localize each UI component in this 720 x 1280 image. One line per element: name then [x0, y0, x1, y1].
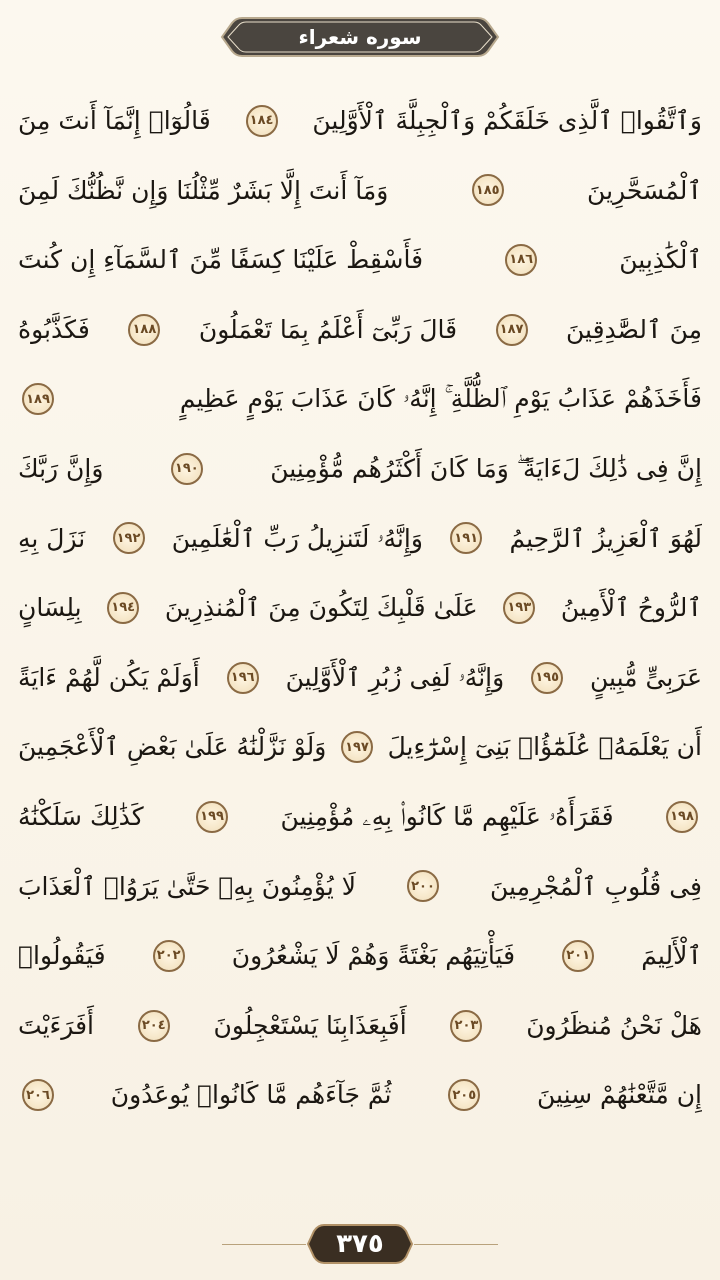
verse-text: فَقَرَأَهُۥ عَلَيْهِم مَّا كَانُوا۟ بِهِۦ مُؤْمِنِينَ — [280, 801, 614, 831]
ayah-number-marker: ١٩٥ — [531, 662, 563, 694]
ayah-number-marker: ١٨٦ — [505, 244, 537, 276]
verse-text: وَإِنَّهُۥ لَتَنزِيلُ رَبِّ ٱلْعَٰلَمِينَ — [171, 523, 423, 553]
footer-rule-right — [414, 1244, 498, 1245]
verse-text: إِن مَّتَّعْنَٰهُمْ سِنِينَ — [537, 1080, 702, 1110]
verse-text: ٱلْكَٰذِبِينَ — [619, 245, 702, 275]
ayah-number-marker: ٢٠٢ — [153, 940, 185, 972]
verse-text: وَمَآ أَنتَ إِلَّا بَشَرٌ مِّثْلُنَا وَإِن نَّظُنُّكَ لَمِنَ — [18, 175, 389, 205]
verse-text: لَهُوَ ٱلْعَزِيزُ ٱلرَّحِيمُ — [509, 523, 702, 553]
surah-title: سوره شعراء — [298, 25, 422, 49]
verse-line — [18, 1060, 702, 1130]
verse-line — [18, 921, 702, 991]
verse-line — [18, 434, 702, 504]
ayah-number-marker: ٢٠٠ — [407, 870, 439, 902]
verse-text: ثُمَّ جَآءَهُم مَّا كَانُوا۟ يُوعَدُونَ — [110, 1080, 392, 1110]
footer-rule-left — [222, 1244, 306, 1245]
ayah-number-marker: ١٩١ — [450, 522, 482, 554]
verse-text: فَكَذَّبُوهُ — [18, 314, 90, 344]
verse-text: وَإِنَّهُۥ لَفِى زُبُرِ ٱلْأَوَّلِينَ — [285, 662, 505, 692]
verse-text: عَرَبِىٍّ مُّبِينٍ — [590, 662, 702, 692]
verse-text: إِنَّ فِى ذَٰلِكَ لَءَايَةً ۖ وَمَا كَانَ أَكْثَرُهُم مُّؤْمِنِينَ — [270, 453, 702, 483]
verse-line — [18, 295, 702, 365]
ayah-number-marker: ١٨٨ — [128, 314, 160, 346]
verse-text: وَٱتَّقُوا۟ ٱلَّذِى خَلَقَكُمْ وَٱلْجِبِلَّةَ ٱلْأَوَّلِينَ — [312, 106, 702, 135]
verse-text: قَالُوٓا۟ إِنَّمَآ أَنتَ مِنَ — [18, 106, 211, 135]
verse-line — [18, 712, 702, 782]
verse-line — [18, 991, 702, 1061]
verse-line — [18, 852, 702, 922]
verse-text: ٱلْأَلِيمَ — [641, 941, 702, 971]
verse-text: هَلْ نَحْنُ مُنظَرُونَ — [526, 1010, 702, 1040]
verse-text: وَلَوْ نَزَّلْنَٰهُ عَلَىٰ بَعْضِ ٱلْأَعْجَمِينَ — [18, 732, 327, 762]
verse-text: قَالَ رَبِّىٓ أَعْلَمُ بِمَا تَعْمَلُونَ — [198, 314, 458, 344]
verse-text: فَأَسْقِطْ عَلَيْنَا كِسَفًا مِّنَ ٱلسَّمَآءِ إِن كُنتَ — [18, 245, 424, 275]
verse-line — [18, 573, 702, 643]
verse-line — [18, 225, 702, 295]
verse-text: كَذَٰلِكَ سَلَكْنَٰهُ — [18, 801, 144, 831]
verse-text: بِلِسَانٍ — [18, 593, 82, 623]
verse-text: فَيَأْتِيَهُم بَغْتَةً وَهُمْ لَا يَشْعُرُونَ — [231, 941, 516, 971]
ayah-number-marker: ١٩٩ — [196, 801, 228, 833]
ayah-number-marker: ١٩٢ — [113, 522, 145, 554]
verse-text: نَزَلَ بِهِ — [18, 523, 86, 553]
ayah-number-marker: ١٩٤ — [107, 592, 139, 624]
ayah-number-marker: ١٩٠ — [171, 453, 203, 485]
ayah-number-marker: ٢٠٥ — [448, 1079, 480, 1111]
ayah-number-marker: ١٩٨ — [666, 801, 698, 833]
verse-line — [18, 364, 702, 434]
verse-line — [18, 504, 702, 574]
page-number-badge — [306, 1222, 414, 1266]
verse-line — [18, 782, 702, 852]
verse-text: فَيَقُولُوا۟ — [18, 941, 106, 971]
verse-text: فِى قُلُوبِ ٱلْمُجْرِمِينَ — [490, 871, 702, 901]
ayah-number-marker: ١٨٧ — [496, 314, 528, 346]
page-number: ٣٧٥ — [336, 1229, 384, 1259]
ayah-number-marker: ١٨٩ — [22, 383, 54, 415]
page-footer — [0, 1220, 720, 1270]
verse-text: أَفَبِعَذَابِنَا يَسْتَعْجِلُونَ — [213, 1010, 407, 1040]
ayah-number-marker: ٢٠٦ — [22, 1079, 54, 1111]
verse-text: عَلَىٰ قَلْبِكَ لِتَكُونَ مِنَ ٱلْمُنذِرِينَ — [164, 593, 478, 623]
ayah-number-marker: ٢٠٣ — [450, 1010, 482, 1042]
ayah-number-marker: ١٩٧ — [341, 731, 373, 763]
ayah-number-marker: ٢٠١ — [562, 940, 594, 972]
verse-line — [18, 643, 702, 713]
ayah-number-marker: ١٨٥ — [472, 174, 504, 206]
ayah-number-marker: ١٨٤ — [246, 105, 278, 137]
verse-text: ٱلرُّوحُ ٱلْأَمِينُ — [560, 593, 702, 623]
verse-text: فَأَخَذَهُمْ عَذَابُ يَوْمِ ٱلظُّلَّةِ ۚ إِنَّهُۥ كَانَ عَذَابَ يَوْمٍ عَظِيمٍ — [179, 384, 702, 414]
ayah-number-marker: ٢٠٤ — [138, 1010, 170, 1042]
verse-text: ٱلْمُسَحَّرِينَ — [587, 175, 702, 205]
ayah-number-marker: ١٩٣ — [503, 592, 535, 624]
verse-line — [18, 86, 702, 156]
verse-lines — [18, 86, 702, 1130]
surah-header — [218, 14, 502, 60]
verse-text: أَفَرَءَيْتَ — [18, 1010, 94, 1040]
verse-text: وَإِنَّ رَبَّكَ — [18, 453, 104, 483]
verse-text: مِنَ ٱلصَّٰدِقِينَ — [566, 314, 702, 344]
ayah-number-marker: ١٩٦ — [227, 662, 259, 694]
verse-text: أَوَلَمْ يَكُن لَّهُمْ ءَايَةً — [18, 662, 200, 692]
verse-text: لَا يُؤْمِنُونَ بِهِۦ حَتَّىٰ يَرَوُا۟ ٱلْعَذَابَ — [18, 871, 356, 901]
verse-text: أَن يَعْلَمَهُۥ عُلَمَٰٓؤُا۟ بَنِىٓ إِسْرَٰٓءِيلَ — [387, 732, 702, 762]
verse-line — [18, 156, 702, 226]
